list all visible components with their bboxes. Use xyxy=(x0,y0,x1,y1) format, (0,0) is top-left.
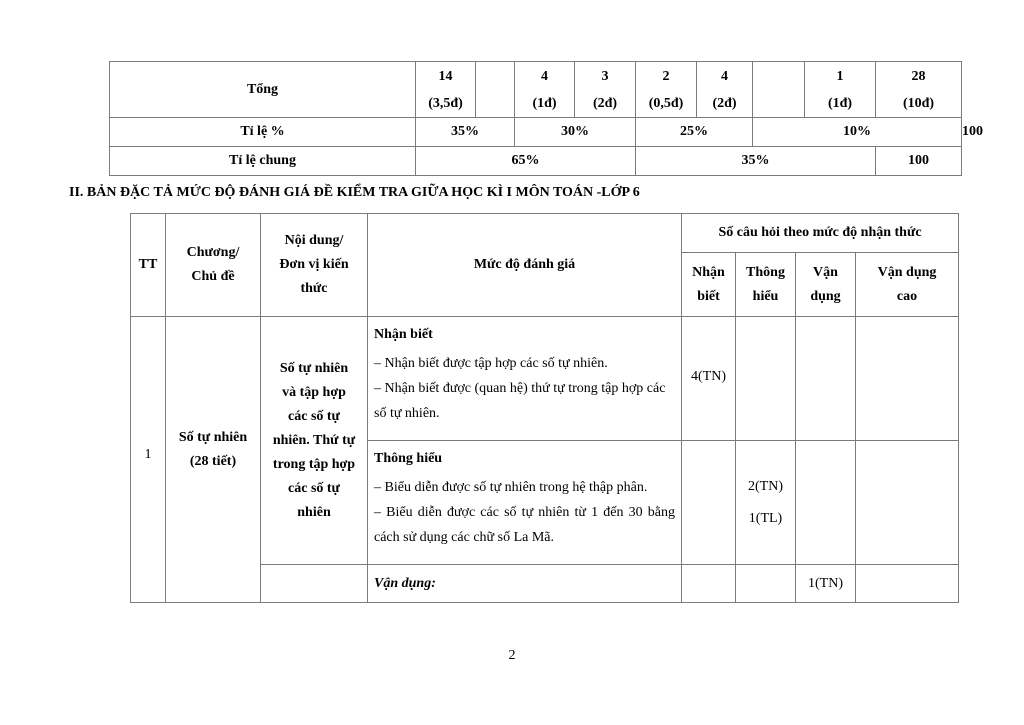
header-nhan-biet: Nhận biết xyxy=(682,253,736,317)
count-empty xyxy=(736,565,796,603)
tile-chung-value: 35% xyxy=(636,147,876,176)
row-noidung-empty xyxy=(261,565,368,603)
tong-cell xyxy=(476,62,515,118)
tong-cell: 2 (0,5đ) xyxy=(636,62,697,118)
count-thong-hieu: 2(TN) 1(TL) xyxy=(736,441,796,565)
section-heading: II. BẢN ĐẶC TẢ MỨC ĐỘ ĐÁNH GIÁ ĐỀ KIỂM TRA GIỮA HỌC KÌ I MÔN TOÁN -LỚP 6 xyxy=(69,185,640,200)
desc-thong-hieu: Thông hiểu – Biểu diễn được số tự nhiên trong hệ thập phân. – Biểu diễn được các số tự nhiên từ 1 đến 30 bằng cách sử dụng các chữ số La Mã. xyxy=(368,441,682,565)
summary-row-tong xyxy=(110,62,962,118)
count-empty xyxy=(856,441,959,565)
header-tt: TT xyxy=(131,214,166,317)
tile-value: 30% xyxy=(515,118,636,147)
header-mucdo: Mức độ đánh giá xyxy=(368,214,682,317)
header-socau: Số câu hỏi theo mức độ nhận thức xyxy=(682,214,959,253)
row-chuong: Số tự nhiên (28 tiết) xyxy=(166,317,261,603)
tile-value: 25% xyxy=(636,118,753,147)
tong-cell: 1 (1đ) xyxy=(805,62,876,118)
tile-value: 10% xyxy=(753,118,962,147)
tile-value: 35% xyxy=(416,118,515,147)
desc-nhan-biet: Nhận biết – Nhận biết được tập hợp các số tự nhiên. – Nhận biết được (quan hệ) thứ tự trong tập hợp các số tự nhiên. xyxy=(368,317,682,441)
desc-van-dung: Vận dụng: xyxy=(368,565,682,603)
tile-chung-label: Tỉ lệ chung xyxy=(110,147,416,176)
header-noidung: Nội dung/ Đơn vị kiến thức xyxy=(261,214,368,317)
tile-chung-value-total: 100 xyxy=(876,147,962,176)
tong-label: Tổng xyxy=(110,62,416,118)
header-van-dung: Vận dụng xyxy=(796,253,856,317)
tong-cell-total: 28 (10đ) xyxy=(876,62,962,118)
page-number: 2 xyxy=(508,648,516,663)
header-chuong: Chương/ Chủ đề xyxy=(166,214,261,317)
summary-table xyxy=(109,61,983,176)
count-nhan-biet: 4(TN) xyxy=(682,317,736,441)
tong-cell xyxy=(753,62,805,118)
count-empty xyxy=(682,565,736,603)
summary-row-tile-chung xyxy=(110,147,962,176)
count-empty xyxy=(796,441,856,565)
tile-label: Tỉ lệ % xyxy=(110,118,416,147)
header-van-dung-cao: Vận dụng cao xyxy=(856,253,959,317)
spec-table xyxy=(130,213,959,603)
spec-header-row xyxy=(131,214,959,253)
count-empty xyxy=(736,317,796,441)
tong-cell: 4 (1đ) xyxy=(515,62,575,118)
tong-cell: 3 (2đ) xyxy=(575,62,636,118)
row-noidung: Số tự nhiên và tập hợp các số tự nhiên. Thứ tự trong tập hợp các số tự nhiên xyxy=(261,317,368,565)
tile-chung-value: 65% xyxy=(416,147,636,176)
spec-row-nhan-biet xyxy=(131,317,959,441)
count-empty xyxy=(856,317,959,441)
count-empty xyxy=(856,565,959,603)
summary-row-tile: Tỉ lệ % 35% 30% 25% 10% 100 xyxy=(110,118,962,147)
count-empty xyxy=(682,441,736,565)
tong-cell: 4 (2đ) xyxy=(697,62,753,118)
row-tt: 1 xyxy=(131,317,166,603)
count-van-dung: 1(TN) xyxy=(796,565,856,603)
count-empty xyxy=(796,317,856,441)
header-thong-hieu: Thông hiểu xyxy=(736,253,796,317)
tong-cell: 14 (3,5đ) xyxy=(416,62,476,118)
